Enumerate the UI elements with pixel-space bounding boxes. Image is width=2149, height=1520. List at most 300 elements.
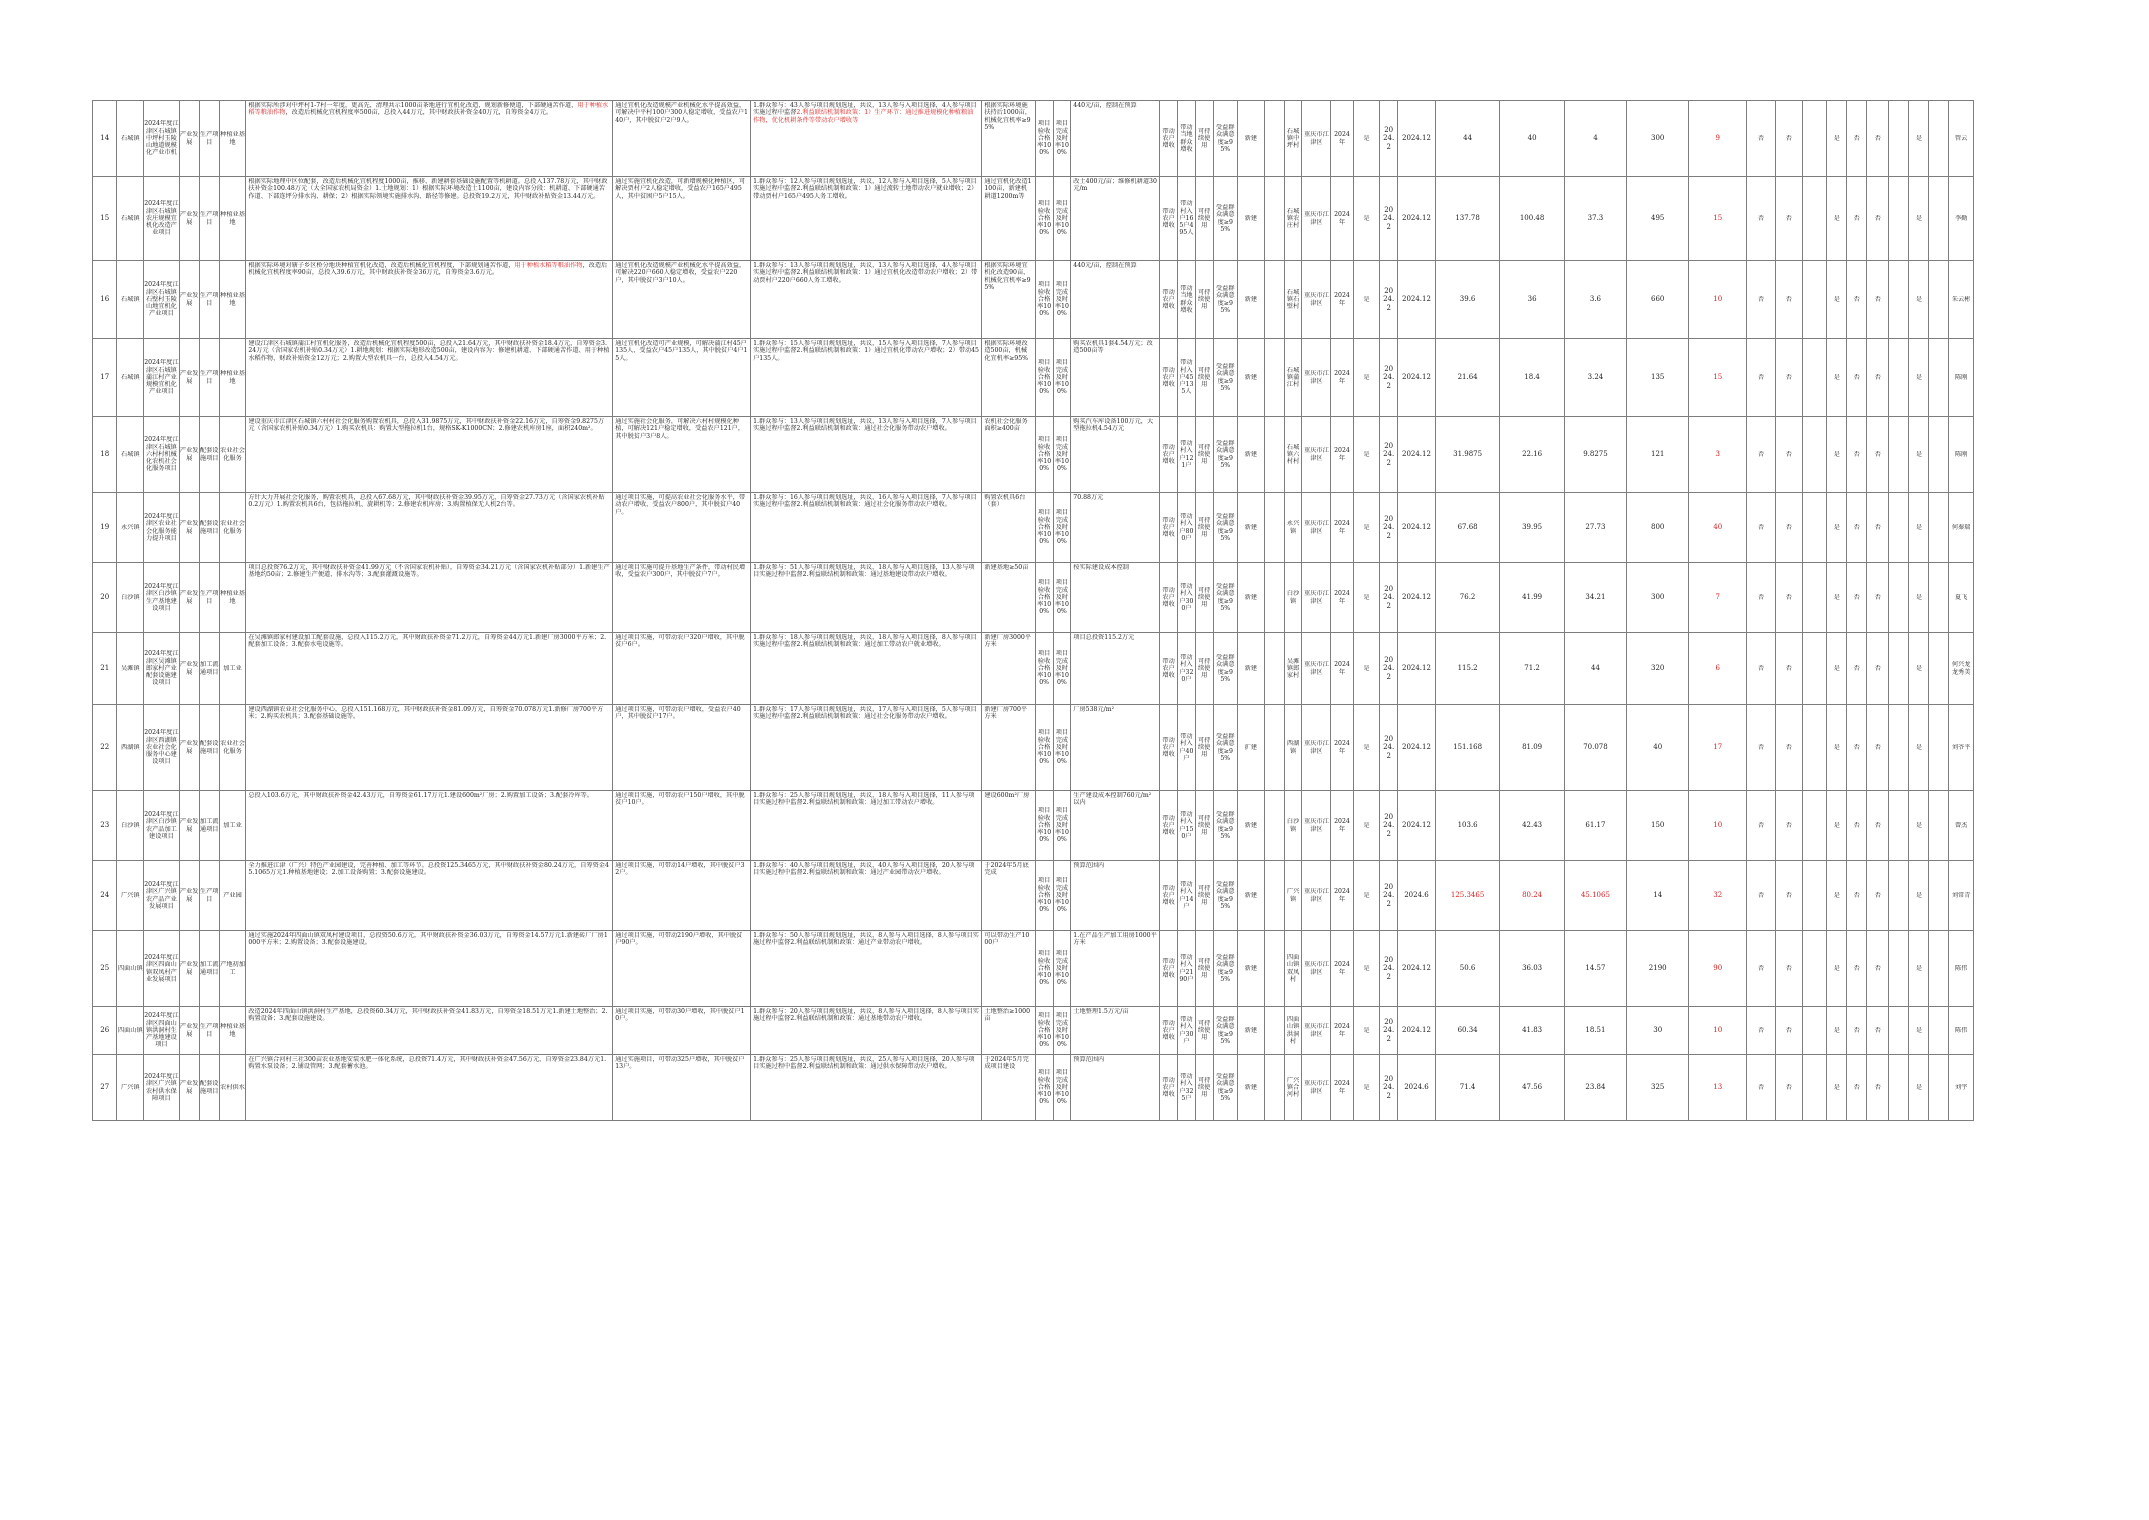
text-dept: 重庆市江津区 bbox=[1304, 661, 1329, 676]
text-c: 是 bbox=[1833, 964, 1840, 972]
text-total: 39.6 bbox=[1459, 295, 1476, 304]
text-name: 2024年度江津区石城镇蒲江村产业规模宜机化产业项目 bbox=[144, 359, 179, 396]
text-cost: 70.88万元 bbox=[1073, 494, 1104, 501]
cell-sus bbox=[1195, 261, 1213, 339]
cell-no bbox=[93, 791, 117, 861]
cell-p1 bbox=[1689, 861, 1747, 931]
text-goal: 通过项目实施，可带动2190户增收，其中脱贫户90户。 bbox=[615, 932, 743, 947]
text-out: 于2024年5月完成项目建设 bbox=[984, 1056, 1029, 1071]
cell-i bbox=[1949, 493, 1973, 563]
text-total: 21.64 bbox=[1457, 373, 1478, 382]
text-self: 45.1065 bbox=[1580, 891, 1610, 900]
text-impl: 新建 bbox=[1244, 1026, 1258, 1034]
cell-sub bbox=[199, 563, 219, 633]
cell-cost bbox=[1071, 261, 1160, 339]
text-total: 44 bbox=[1463, 134, 1473, 143]
cell-f bbox=[1889, 493, 1909, 563]
text-g: 是 bbox=[1915, 450, 1922, 458]
cell-time bbox=[1053, 705, 1071, 791]
text-p2: 否 bbox=[1758, 523, 1765, 531]
text-place: 白沙镇 bbox=[1286, 818, 1300, 833]
text-name: 2024年度江津区农业社会化服务能力提升项目 bbox=[144, 512, 179, 542]
cell-no bbox=[93, 261, 117, 339]
cell-e bbox=[1867, 493, 1889, 563]
cell-bene bbox=[751, 931, 982, 1007]
cell-fin bbox=[1500, 493, 1564, 563]
cell-g bbox=[1909, 1007, 1929, 1055]
project-table bbox=[92, 100, 2052, 1121]
text-p1: 40 bbox=[1713, 523, 1723, 532]
text-impl: 新建 bbox=[1244, 523, 1258, 531]
text-town: 石城镇 bbox=[121, 450, 140, 458]
text-place: 石城镇六村村 bbox=[1286, 443, 1300, 466]
text-self: 34.21 bbox=[1585, 593, 1606, 602]
cell-qual bbox=[1035, 1007, 1053, 1055]
text-total: 71.4 bbox=[1459, 1083, 1476, 1092]
cell-content bbox=[246, 791, 613, 861]
cell-fin bbox=[1500, 1007, 1564, 1055]
cell-type bbox=[179, 101, 199, 177]
text-impl: 新建 bbox=[1244, 373, 1258, 381]
text-content-cont: 1.建设600m²厂房；2.购置加工设备；3.配套冷库等。 bbox=[443, 792, 594, 799]
cell-eco bbox=[1160, 339, 1178, 417]
table-row bbox=[93, 177, 2052, 261]
text-s: 是 bbox=[1363, 523, 1370, 531]
cell-goal bbox=[613, 493, 751, 563]
text-self: 70.078 bbox=[1583, 743, 1608, 752]
text-soc: 带动村入户165户495人 bbox=[1179, 200, 1194, 237]
text-c: 是 bbox=[1833, 523, 1840, 531]
cell-i bbox=[1949, 261, 1973, 339]
cell-d bbox=[1847, 563, 1867, 633]
text-p2: 否 bbox=[1758, 214, 1765, 222]
text-goal: 通过实施项目，可带动325户增收，其中脱贫户13户。 bbox=[615, 1056, 745, 1071]
text-eco: 带动农户增收 bbox=[1162, 516, 1175, 539]
cell-cat bbox=[219, 861, 246, 931]
cell-ph bbox=[1264, 261, 1284, 339]
text-cost: 按实际建设成本控制 bbox=[1073, 564, 1129, 571]
cell-bene bbox=[751, 493, 982, 563]
cell-d bbox=[1847, 633, 1867, 705]
cell-bene bbox=[751, 101, 982, 177]
cell-time bbox=[1053, 861, 1071, 931]
cell-ph bbox=[1264, 177, 1284, 261]
cell-self bbox=[1564, 339, 1626, 417]
cell-i bbox=[1949, 705, 1973, 791]
cell-content bbox=[246, 1007, 613, 1055]
cell-s bbox=[1353, 339, 1380, 417]
text-content-cont: 1.新建生产基地约50亩；2.修建生产便道、排水沟等；3.配套灌溉设施等。 bbox=[248, 564, 610, 579]
cell-a bbox=[1776, 177, 1803, 261]
cell-a bbox=[1776, 931, 1803, 1007]
cell-s bbox=[1353, 931, 1380, 1007]
text-qual: 项目验收合格率100% bbox=[1037, 807, 1052, 844]
cell-no bbox=[93, 177, 117, 261]
text-soc: 带动村入户2190户 bbox=[1179, 953, 1194, 983]
text-sub: 加工流通项目 bbox=[199, 818, 219, 833]
text-self: 27.73 bbox=[1585, 523, 1606, 532]
cell-name bbox=[144, 261, 180, 339]
text-town: 白沙镇 bbox=[121, 821, 140, 829]
cell-y bbox=[1331, 563, 1353, 633]
text-d: 否 bbox=[1853, 1083, 1860, 1091]
cell-impl bbox=[1238, 1055, 1265, 1121]
text-cat: 农业社会化服务 bbox=[220, 740, 245, 755]
cell-self bbox=[1564, 1007, 1626, 1055]
text-start: 2024.2 bbox=[1383, 126, 1395, 151]
cell-h bbox=[1929, 261, 1949, 339]
text-start: 2024.2 bbox=[1383, 585, 1395, 610]
cell-cost bbox=[1071, 633, 1160, 705]
cell-p1 bbox=[1689, 493, 1747, 563]
cell-soc bbox=[1178, 791, 1196, 861]
text-dept: 重庆市江津区 bbox=[1304, 818, 1329, 833]
text-goal: 通过宜机化改造可产业规模，可解决蒲江村45户135人，受益农户45户135人，其中脱贫户4户15人。 bbox=[615, 340, 748, 362]
cell-no bbox=[93, 417, 117, 493]
text-start: 2024.2 bbox=[1383, 1018, 1395, 1043]
cell-sus bbox=[1195, 633, 1213, 705]
cell-i bbox=[1949, 1055, 1973, 1121]
cell-qual bbox=[1035, 339, 1053, 417]
cell-a bbox=[1776, 339, 1803, 417]
cell-p1 bbox=[1689, 177, 1747, 261]
text-town: 石城镇 bbox=[121, 295, 140, 303]
cell-cat bbox=[219, 417, 246, 493]
cell-e bbox=[1867, 861, 1889, 931]
cell-out bbox=[982, 1055, 1035, 1121]
text-end: 2024.12 bbox=[1401, 964, 1431, 973]
text-goal: 通过项目实施，可带动农户增收，受益农户40户，其中脱贫户17户。 bbox=[615, 706, 741, 721]
cell-start bbox=[1380, 177, 1398, 261]
text-end: 2024.12 bbox=[1401, 743, 1431, 752]
cell-name bbox=[144, 705, 180, 791]
cell-y bbox=[1331, 261, 1353, 339]
cell-b bbox=[1802, 633, 1826, 705]
text-p2: 否 bbox=[1758, 593, 1765, 601]
text-no: 22 bbox=[100, 743, 110, 752]
cell-impl bbox=[1238, 791, 1265, 861]
cell-self bbox=[1564, 177, 1626, 261]
cell-hh bbox=[1627, 101, 1689, 177]
cell-place bbox=[1284, 339, 1302, 417]
text-g: 是 bbox=[1915, 214, 1922, 222]
text-content: 建设重庆市江津区石城镇六村村社会化服务购置农机具，总投入31.9875万元，其中财政扶补资金22.16万元，自筹资金9.8275万元（含国家农机补贴0.34万元） bbox=[248, 418, 605, 433]
text-bene: 1.群众参与：43人参与项目规划选址，共议，13人参与入项目选择，4人参与项目实施过程中监督 bbox=[753, 102, 977, 117]
text-hh: 135 bbox=[1651, 373, 1665, 382]
cell-out bbox=[982, 563, 1035, 633]
text-p1: 6 bbox=[1715, 664, 1720, 673]
text-i: 曾杰 bbox=[1954, 821, 1968, 829]
cell-place bbox=[1284, 861, 1302, 931]
text-dept: 重庆市江津区 bbox=[1304, 447, 1329, 462]
cell-name bbox=[144, 791, 180, 861]
text-e: 否 bbox=[1874, 593, 1881, 601]
cell-g bbox=[1909, 1055, 1929, 1121]
cell-y bbox=[1331, 101, 1353, 177]
text-bene: 1.群众参与：15人参与项目规划选址，共议，15人参与入项目选择，7人参与项目实施过程中监督 bbox=[753, 340, 977, 355]
cell-cost bbox=[1071, 493, 1160, 563]
cell-e bbox=[1867, 417, 1889, 493]
cell-place bbox=[1284, 261, 1302, 339]
cell-cost bbox=[1071, 101, 1160, 177]
table-row bbox=[93, 791, 2052, 861]
cell-f bbox=[1889, 1055, 1909, 1121]
cell-time bbox=[1053, 931, 1071, 1007]
cell-dept bbox=[1302, 417, 1331, 493]
cell-p2 bbox=[1747, 791, 1776, 861]
text-d: 否 bbox=[1853, 743, 1860, 751]
cell-c bbox=[1827, 417, 1847, 493]
text-e: 否 bbox=[1874, 214, 1881, 222]
cell-a bbox=[1776, 417, 1803, 493]
text-cost: 购买农机具1套4.54万元；改造500亩等 bbox=[1073, 340, 1153, 355]
text-fin: 40 bbox=[1527, 134, 1537, 143]
text-d: 否 bbox=[1853, 134, 1860, 142]
cell-a bbox=[1776, 633, 1803, 705]
text-qual: 项目验收合格率100% bbox=[1037, 650, 1052, 687]
text-content: 根据实际地理中区位配套，改造后机械化宜机程度1000亩，推移、新建耕套基础设施配置等机耕道。总投入137.78万元，其中财政扶补资金100.48万元（大全国家农机局资金） bbox=[248, 178, 608, 193]
cell-eco bbox=[1160, 261, 1178, 339]
cell-qual bbox=[1035, 261, 1053, 339]
cell-soc bbox=[1178, 1055, 1196, 1121]
cell-sus bbox=[1195, 563, 1213, 633]
cell-c bbox=[1827, 1007, 1847, 1055]
cell-fin bbox=[1500, 1055, 1564, 1121]
cell-ph bbox=[1264, 791, 1284, 861]
text-no: 24 bbox=[100, 891, 110, 900]
text-p1: 7 bbox=[1715, 593, 1720, 602]
text-soc: 带动村入户325户 bbox=[1179, 1072, 1194, 1102]
cell-fin bbox=[1500, 633, 1564, 705]
cell-g bbox=[1909, 101, 1929, 177]
cell-name bbox=[144, 931, 180, 1007]
text-out: 购置农机具6台（套） bbox=[984, 494, 1026, 509]
cell-content bbox=[246, 633, 613, 705]
text-place: 四面山镇双凤村 bbox=[1286, 953, 1300, 983]
text-d: 否 bbox=[1853, 664, 1860, 672]
text-end: 2024.12 bbox=[1401, 373, 1431, 382]
text-content: 根据实际环境对辖子乡区桥分地块种植宜机化改造，改造后机械化宜机程度，下部规划通苦作道， bbox=[248, 262, 515, 269]
text-qual: 项目验收合格率100% bbox=[1037, 509, 1052, 546]
text-a: 否 bbox=[1785, 373, 1792, 381]
table-row bbox=[93, 931, 2052, 1007]
cell-s bbox=[1353, 101, 1380, 177]
cell-sus bbox=[1195, 1055, 1213, 1121]
text-p1: 15 bbox=[1713, 214, 1723, 223]
cell-content bbox=[246, 1055, 613, 1121]
text-qual: 项目验收合格率100% bbox=[1037, 359, 1052, 396]
text-y: 2024年 bbox=[1334, 370, 1350, 385]
cell-sus bbox=[1195, 1007, 1213, 1055]
cell-h bbox=[1929, 791, 1949, 861]
text-cat: 种植业基地 bbox=[220, 292, 245, 307]
cell-y bbox=[1331, 791, 1353, 861]
cell-ph bbox=[1264, 931, 1284, 1007]
cell-start bbox=[1380, 1055, 1398, 1121]
cell-y bbox=[1331, 705, 1353, 791]
text-d: 否 bbox=[1853, 450, 1860, 458]
cell-time bbox=[1053, 493, 1071, 563]
cell-start bbox=[1380, 563, 1398, 633]
cell-hh bbox=[1627, 1055, 1689, 1121]
table-row bbox=[93, 261, 2052, 339]
cell-p1 bbox=[1689, 791, 1747, 861]
cell-hh bbox=[1627, 931, 1689, 1007]
cell-content bbox=[246, 705, 613, 791]
cell-town bbox=[117, 417, 144, 493]
cell-y bbox=[1331, 861, 1353, 931]
highlight-bene: 2.利益联结机制和政策：1）生产环节：通过推进规模化种植粮油作物，优化机耕条件等带动农户增收等 bbox=[753, 109, 974, 124]
cell-cost bbox=[1071, 791, 1160, 861]
text-qual: 项目验收合格率100% bbox=[1037, 1012, 1052, 1049]
cell-cost bbox=[1071, 861, 1160, 931]
cell-time bbox=[1053, 261, 1071, 339]
cell-sus bbox=[1195, 791, 1213, 861]
cell-town bbox=[117, 1007, 144, 1055]
cell-y bbox=[1331, 493, 1353, 563]
text-content: 在吴滩镇郎家村建设加工配套设施，总投入115.2万元，其中财政扶补资金71.2万元，自筹资金44万元 bbox=[248, 634, 530, 641]
text-end: 2024.12 bbox=[1401, 295, 1431, 304]
cell-e bbox=[1867, 1055, 1889, 1121]
text-e: 否 bbox=[1874, 891, 1881, 899]
text-cat: 产地初加工 bbox=[220, 961, 245, 976]
text-a: 否 bbox=[1785, 1026, 1792, 1034]
text-s: 是 bbox=[1363, 821, 1370, 829]
table-row bbox=[93, 493, 2052, 563]
text-sub: 生产项目 bbox=[199, 1023, 219, 1038]
cell-h bbox=[1929, 339, 1949, 417]
cell-qual bbox=[1035, 563, 1053, 633]
cell-c bbox=[1827, 705, 1847, 791]
text-goal: 通过宜机化改造规模产业机械化水平提高效益，可解决220户660人稳定增收，受益农户220户，其中脱贫户3户10人。 bbox=[615, 262, 746, 284]
text-start: 2024.2 bbox=[1383, 206, 1395, 231]
text-cat: 加工业 bbox=[223, 821, 242, 829]
cell-start bbox=[1380, 339, 1398, 417]
cell-time bbox=[1053, 791, 1071, 861]
text-e: 否 bbox=[1874, 295, 1881, 303]
text-place: 四面山镇洪洞村 bbox=[1286, 1015, 1300, 1045]
cell-name bbox=[144, 1055, 180, 1121]
cell-end bbox=[1398, 1055, 1436, 1121]
text-goal: 通过项目实施，可提高农业社会化服务水平，带动农户增收，受益农户800户，其中脱贫户40户。 bbox=[615, 494, 746, 516]
cell-s bbox=[1353, 861, 1380, 931]
cell-type bbox=[179, 493, 199, 563]
text-soc: 带动村入户45户135人 bbox=[1179, 359, 1194, 396]
cell-f bbox=[1889, 1007, 1909, 1055]
cell-goal bbox=[613, 563, 751, 633]
text-d: 否 bbox=[1853, 1026, 1860, 1034]
cell-total bbox=[1435, 417, 1499, 493]
cell-e bbox=[1867, 261, 1889, 339]
text-hh: 300 bbox=[1651, 134, 1665, 143]
text-dept: 重庆市江津区 bbox=[1304, 370, 1329, 385]
cell-p2 bbox=[1747, 339, 1776, 417]
cell-a bbox=[1776, 493, 1803, 563]
cell-p2 bbox=[1747, 1007, 1776, 1055]
cell-impl bbox=[1238, 633, 1265, 705]
cell-d bbox=[1847, 861, 1867, 931]
cell-c bbox=[1827, 177, 1847, 261]
cell-p1 bbox=[1689, 931, 1747, 1007]
text-cat: 加工业 bbox=[223, 664, 242, 672]
cell-b bbox=[1802, 261, 1826, 339]
table-row bbox=[93, 1007, 2052, 1055]
text-name: 2024年度江津区四面山镇双凤村产业发展项目 bbox=[144, 953, 179, 983]
cell-total bbox=[1435, 101, 1499, 177]
text-cat: 农业社会化服务 bbox=[220, 447, 245, 462]
cell-d bbox=[1847, 931, 1867, 1007]
cell-sub bbox=[199, 861, 219, 931]
text-d: 否 bbox=[1853, 295, 1860, 303]
text-i: 何秦瑞 bbox=[1951, 523, 1971, 531]
text-content: 建设西湖镇农业社会化服务中心，总投入151.168万元，其中财政扶补资金81.09万元，自筹资金70.078万元 bbox=[248, 706, 549, 713]
text-s: 是 bbox=[1363, 1083, 1370, 1091]
text-out: 建设600m²厂房 bbox=[984, 792, 1030, 799]
cell-type bbox=[179, 1055, 199, 1121]
cell-total bbox=[1435, 339, 1499, 417]
cell-f bbox=[1889, 931, 1909, 1007]
text-s: 是 bbox=[1363, 295, 1370, 303]
text-dept: 重庆市江津区 bbox=[1304, 520, 1329, 535]
text-hh: 300 bbox=[1651, 593, 1665, 602]
text-bene-cont: 2.利益联结机制和政策：通过产业带动农户增收。 bbox=[790, 939, 927, 947]
cell-ph bbox=[1264, 417, 1284, 493]
cell-sat bbox=[1213, 791, 1237, 861]
cell-dept bbox=[1302, 563, 1331, 633]
text-fin: 100.48 bbox=[1519, 214, 1545, 223]
cell-town bbox=[117, 101, 144, 177]
text-y: 2024年 bbox=[1334, 961, 1350, 976]
text-e: 否 bbox=[1874, 134, 1881, 142]
cell-sub bbox=[199, 417, 219, 493]
text-hh: 150 bbox=[1651, 821, 1665, 830]
cell-out bbox=[982, 261, 1035, 339]
cell-dept bbox=[1302, 705, 1331, 791]
cell-sub bbox=[199, 339, 219, 417]
text-s: 是 bbox=[1363, 134, 1370, 142]
table-row bbox=[93, 1055, 2052, 1121]
text-no: 14 bbox=[100, 134, 110, 143]
cell-dept bbox=[1302, 633, 1331, 705]
text-eco: 带动农户增收 bbox=[1162, 736, 1175, 759]
cell-goal bbox=[613, 177, 751, 261]
text-time: 项目完成及时率100% bbox=[1054, 877, 1069, 914]
cell-p1 bbox=[1689, 633, 1747, 705]
text-bene-cont: 2.利益联结机制和政策：通过基地带动农户增收。 bbox=[790, 1015, 927, 1023]
text-e: 否 bbox=[1874, 664, 1881, 672]
text-sub: 生产项目 bbox=[199, 888, 219, 903]
cell-p2 bbox=[1747, 633, 1776, 705]
text-sus: 可持续使用 bbox=[1197, 443, 1211, 466]
cell-e bbox=[1867, 791, 1889, 861]
text-sub: 配套设施项目 bbox=[199, 520, 219, 535]
cell-goal bbox=[613, 101, 751, 177]
cell-p1 bbox=[1689, 101, 1747, 177]
cell-content bbox=[246, 563, 613, 633]
text-c: 是 bbox=[1833, 891, 1840, 899]
cell-place bbox=[1284, 563, 1302, 633]
table-row bbox=[93, 101, 2052, 177]
text-name: 2024年度江津区石城镇石壁村玉陵山地宜机化产业项目 bbox=[144, 281, 179, 318]
table-row bbox=[93, 861, 2052, 931]
cell-dept bbox=[1302, 177, 1331, 261]
cell-out bbox=[982, 339, 1035, 417]
cell-content bbox=[246, 339, 613, 417]
cell-qual bbox=[1035, 177, 1053, 261]
cell-fin bbox=[1500, 705, 1564, 791]
text-y: 2024年 bbox=[1334, 1023, 1350, 1038]
cell-dept bbox=[1302, 861, 1331, 931]
